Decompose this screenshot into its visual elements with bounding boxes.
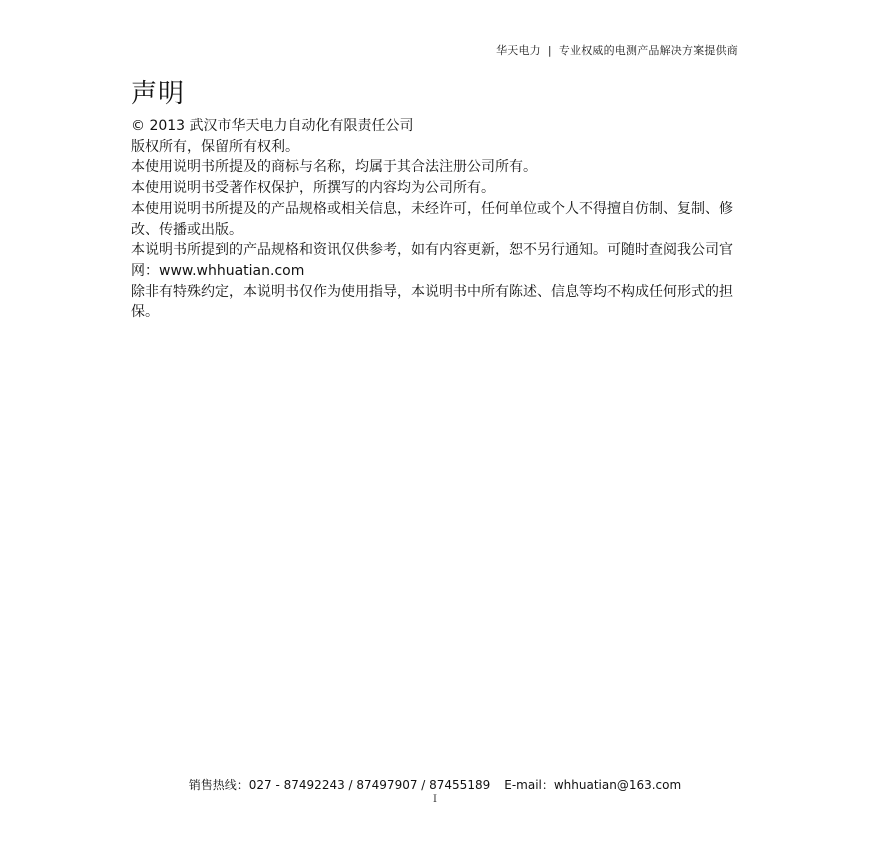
rights-reserved-line: 版权所有，保留所有权利。	[131, 138, 299, 155]
page-header	[496, 42, 738, 58]
sales-hotline: 销售热线：027 - 87492243 / 87497907 / 87455189	[188, 778, 491, 792]
disclaimer-paragraph: 除非有特殊约定，本说明书仅作为使用指导，本说明书中所有陈述、信息等均不构成任何形式的担保。	[131, 283, 733, 321]
reference-only-paragraph: 本说明书所提到的产品规格和资讯仅供参考，如有内容更新，恕不另行通知。可随时查阅我公司官网：www.whhuatian.com	[131, 242, 733, 279]
reproduction-paragraph: 本使用说明书所提及的产品规格或相关信息，未经许可，任何单位或个人不得擅自仿制、复制、修改、传播或出版。	[131, 200, 733, 238]
page-title: 声明	[131, 79, 186, 109]
declaration-body	[131, 116, 743, 323]
contact-email: E-mail：whhuatian@163.com	[504, 778, 682, 792]
header-tagline: 专业权威的电测产品解决方案提供商	[558, 44, 738, 57]
page-number: I	[433, 794, 437, 805]
page-footer	[0, 776, 870, 793]
header-company: 华天电力	[496, 44, 541, 57]
trademark-paragraph: 本使用说明书所提及的商标与名称，均属于其合法注册公司所有。	[131, 159, 537, 176]
header-separator: |	[547, 44, 552, 57]
copyright-line: © 2013 武汉市华天电力自动化有限责任公司	[131, 118, 414, 134]
copyright-protection-paragraph: 本使用说明书受著作权保护，所撰写的内容均为公司所有。	[131, 180, 495, 197]
